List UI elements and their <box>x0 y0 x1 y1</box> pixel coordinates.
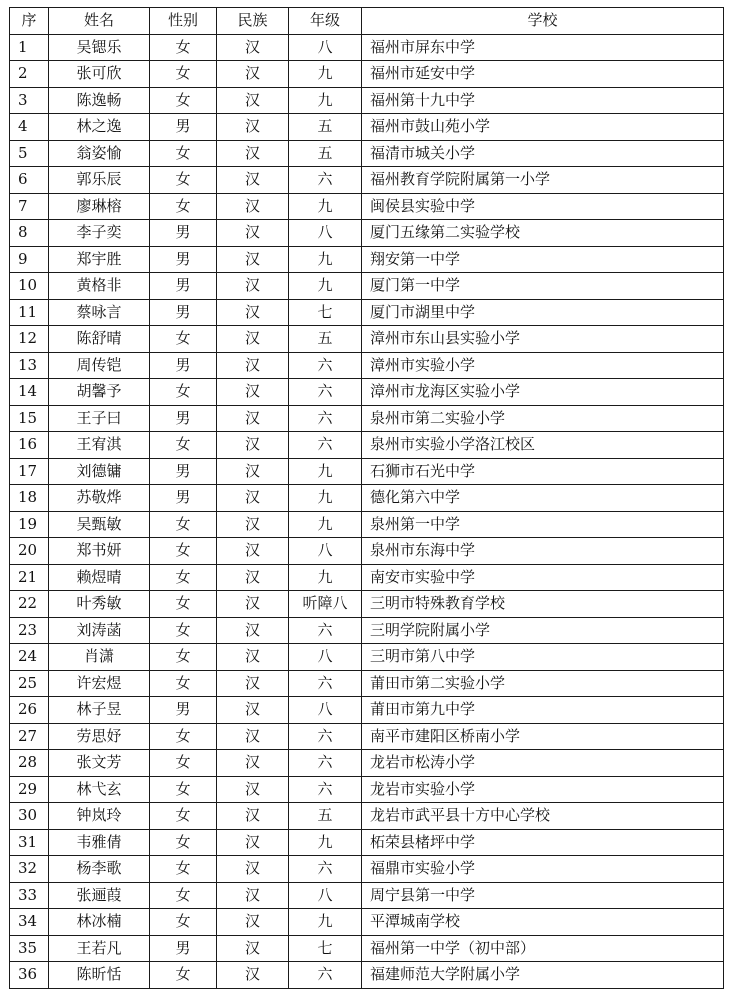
cell-name: 林弋玄 <box>49 776 150 803</box>
cell-gender: 男 <box>150 458 217 485</box>
cell-name: 廖琳榕 <box>49 193 150 220</box>
cell-school: 厦门市湖里中学 <box>362 299 724 326</box>
cell-ethnicity: 汉 <box>217 511 289 538</box>
table-row <box>10 564 724 591</box>
cell-gender: 女 <box>150 803 217 830</box>
table-row <box>10 379 724 406</box>
table-row <box>10 246 724 273</box>
cell-gender: 男 <box>150 697 217 724</box>
cell-ethnicity: 汉 <box>217 882 289 909</box>
cell-school: 莆田市第二实验小学 <box>362 670 724 697</box>
table-row <box>10 776 724 803</box>
cell-name: 王若凡 <box>49 935 150 962</box>
cell-school: 泉州第一中学 <box>362 511 724 538</box>
cell-gender: 女 <box>150 829 217 856</box>
cell-gender: 女 <box>150 61 217 88</box>
cell-seq: 10 <box>10 273 49 300</box>
cell-seq: 26 <box>10 697 49 724</box>
cell-seq: 27 <box>10 723 49 750</box>
cell-ethnicity: 汉 <box>217 485 289 512</box>
cell-grade: 六 <box>289 962 362 989</box>
cell-ethnicity: 汉 <box>217 379 289 406</box>
cell-seq: 33 <box>10 882 49 909</box>
cell-name: 林子昱 <box>49 697 150 724</box>
table-row <box>10 61 724 88</box>
cell-seq: 25 <box>10 670 49 697</box>
cell-grade: 八 <box>289 34 362 61</box>
cell-ethnicity: 汉 <box>217 193 289 220</box>
cell-ethnicity: 汉 <box>217 670 289 697</box>
table-row <box>10 458 724 485</box>
cell-grade: 六 <box>289 379 362 406</box>
cell-grade: 五 <box>289 803 362 830</box>
student-table <box>9 7 724 989</box>
table-row <box>10 856 724 883</box>
cell-name: 郑书妍 <box>49 538 150 565</box>
cell-school: 泉州市第二实验小学 <box>362 405 724 432</box>
table-row <box>10 935 724 962</box>
cell-seq: 22 <box>10 591 49 618</box>
cell-gender: 女 <box>150 511 217 538</box>
cell-name: 陈舒晴 <box>49 326 150 353</box>
cell-grade: 九 <box>289 273 362 300</box>
cell-school: 龙岩市实验小学 <box>362 776 724 803</box>
cell-gender: 女 <box>150 909 217 936</box>
cell-seq: 35 <box>10 935 49 962</box>
cell-name: 韦雅倩 <box>49 829 150 856</box>
header-seq: 序 <box>10 8 49 35</box>
cell-school: 福清市城关小学 <box>362 140 724 167</box>
cell-school: 翔安第一中学 <box>362 246 724 273</box>
cell-gender: 男 <box>150 935 217 962</box>
cell-grade: 六 <box>289 723 362 750</box>
cell-name: 杨李歌 <box>49 856 150 883</box>
cell-ethnicity: 汉 <box>217 962 289 989</box>
student-list-sheet <box>9 7 723 989</box>
cell-name: 刘涛菡 <box>49 617 150 644</box>
cell-gender: 女 <box>150 670 217 697</box>
cell-gender: 女 <box>150 432 217 459</box>
cell-grade: 六 <box>289 352 362 379</box>
table-row <box>10 882 724 909</box>
cell-grade: 九 <box>289 829 362 856</box>
table-row <box>10 167 724 194</box>
cell-gender: 女 <box>150 617 217 644</box>
cell-ethnicity: 汉 <box>217 246 289 273</box>
cell-gender: 女 <box>150 379 217 406</box>
cell-ethnicity: 汉 <box>217 803 289 830</box>
cell-school: 漳州市实验小学 <box>362 352 724 379</box>
table-row <box>10 273 724 300</box>
cell-seq: 20 <box>10 538 49 565</box>
cell-gender: 男 <box>150 220 217 247</box>
cell-school: 柘荣县楮坪中学 <box>362 829 724 856</box>
cell-name: 林冰楠 <box>49 909 150 936</box>
cell-seq: 8 <box>10 220 49 247</box>
cell-ethnicity: 汉 <box>217 299 289 326</box>
cell-grade: 九 <box>289 61 362 88</box>
cell-ethnicity: 汉 <box>217 352 289 379</box>
cell-grade: 九 <box>289 458 362 485</box>
cell-seq: 2 <box>10 61 49 88</box>
table-row <box>10 617 724 644</box>
cell-name: 黄格非 <box>49 273 150 300</box>
cell-gender: 男 <box>150 114 217 141</box>
cell-ethnicity: 汉 <box>217 114 289 141</box>
cell-gender: 女 <box>150 564 217 591</box>
cell-seq: 13 <box>10 352 49 379</box>
cell-name: 叶秀敏 <box>49 591 150 618</box>
cell-gender: 女 <box>150 167 217 194</box>
cell-grade: 九 <box>289 485 362 512</box>
cell-seq: 24 <box>10 644 49 671</box>
header-row <box>10 8 724 35</box>
cell-ethnicity: 汉 <box>217 167 289 194</box>
cell-school: 龙岩市松涛小学 <box>362 750 724 777</box>
cell-grade: 七 <box>289 935 362 962</box>
cell-gender: 男 <box>150 299 217 326</box>
cell-ethnicity: 汉 <box>217 140 289 167</box>
cell-grade: 五 <box>289 114 362 141</box>
cell-seq: 30 <box>10 803 49 830</box>
cell-grade: 五 <box>289 326 362 353</box>
cell-grade: 九 <box>289 193 362 220</box>
table-row <box>10 538 724 565</box>
cell-name: 翁姿愉 <box>49 140 150 167</box>
cell-school: 南安市实验中学 <box>362 564 724 591</box>
cell-name: 蔡咏言 <box>49 299 150 326</box>
cell-ethnicity: 汉 <box>217 87 289 114</box>
cell-gender: 女 <box>150 723 217 750</box>
cell-ethnicity: 汉 <box>217 458 289 485</box>
table-row <box>10 114 724 141</box>
cell-seq: 16 <box>10 432 49 459</box>
cell-gender: 男 <box>150 246 217 273</box>
cell-ethnicity: 汉 <box>217 326 289 353</box>
header-gender: 性别 <box>150 8 217 35</box>
cell-gender: 女 <box>150 140 217 167</box>
cell-ethnicity: 汉 <box>217 538 289 565</box>
cell-school: 福州教育学院附属第一小学 <box>362 167 724 194</box>
cell-ethnicity: 汉 <box>217 723 289 750</box>
cell-name: 张逦葭 <box>49 882 150 909</box>
cell-grade: 五 <box>289 140 362 167</box>
cell-gender: 男 <box>150 352 217 379</box>
cell-grade: 九 <box>289 246 362 273</box>
table-row <box>10 670 724 697</box>
cell-name: 吴甄敏 <box>49 511 150 538</box>
cell-seq: 21 <box>10 564 49 591</box>
table-row <box>10 405 724 432</box>
cell-gender: 女 <box>150 776 217 803</box>
cell-gender: 女 <box>150 856 217 883</box>
cell-school: 泉州市东海中学 <box>362 538 724 565</box>
cell-name: 林之逸 <box>49 114 150 141</box>
cell-gender: 男 <box>150 405 217 432</box>
table-row <box>10 803 724 830</box>
cell-gender: 女 <box>150 34 217 61</box>
cell-name: 钟岚玲 <box>49 803 150 830</box>
header-grade: 年级 <box>289 8 362 35</box>
cell-ethnicity: 汉 <box>217 829 289 856</box>
table-row <box>10 909 724 936</box>
cell-grade: 九 <box>289 87 362 114</box>
table-row <box>10 34 724 61</box>
table-row <box>10 829 724 856</box>
cell-school: 福建师范大学附属小学 <box>362 962 724 989</box>
cell-ethnicity: 汉 <box>217 61 289 88</box>
cell-grade: 八 <box>289 697 362 724</box>
cell-gender: 男 <box>150 485 217 512</box>
table-header <box>10 8 724 35</box>
table-row <box>10 326 724 353</box>
cell-seq: 32 <box>10 856 49 883</box>
cell-school: 福州第十九中学 <box>362 87 724 114</box>
cell-seq: 5 <box>10 140 49 167</box>
cell-name: 张文芳 <box>49 750 150 777</box>
cell-grade: 九 <box>289 564 362 591</box>
cell-school: 莆田市第九中学 <box>362 697 724 724</box>
cell-grade: 六 <box>289 405 362 432</box>
cell-grade: 六 <box>289 167 362 194</box>
cell-ethnicity: 汉 <box>217 856 289 883</box>
cell-grade: 六 <box>289 776 362 803</box>
cell-school: 福州市延安中学 <box>362 61 724 88</box>
cell-gender: 女 <box>150 962 217 989</box>
cell-school: 漳州市东山县实验小学 <box>362 326 724 353</box>
cell-name: 吴锶乐 <box>49 34 150 61</box>
cell-gender: 男 <box>150 273 217 300</box>
cell-ethnicity: 汉 <box>217 564 289 591</box>
table-row <box>10 299 724 326</box>
cell-seq: 9 <box>10 246 49 273</box>
table-row <box>10 193 724 220</box>
table-row <box>10 352 724 379</box>
cell-name: 赖煜晴 <box>49 564 150 591</box>
header-name: 姓名 <box>49 8 150 35</box>
cell-seq: 31 <box>10 829 49 856</box>
cell-grade: 六 <box>289 750 362 777</box>
cell-grade: 八 <box>289 538 362 565</box>
table-row <box>10 962 724 989</box>
cell-name: 肖潇 <box>49 644 150 671</box>
cell-name: 郑宇胜 <box>49 246 150 273</box>
cell-name: 王子曰 <box>49 405 150 432</box>
cell-seq: 4 <box>10 114 49 141</box>
cell-seq: 14 <box>10 379 49 406</box>
cell-name: 张可欣 <box>49 61 150 88</box>
cell-seq: 1 <box>10 34 49 61</box>
cell-seq: 15 <box>10 405 49 432</box>
table-row <box>10 697 724 724</box>
cell-school: 德化第六中学 <box>362 485 724 512</box>
cell-school: 三明市特殊教育学校 <box>362 591 724 618</box>
cell-grade: 八 <box>289 220 362 247</box>
cell-name: 陈昕恬 <box>49 962 150 989</box>
cell-ethnicity: 汉 <box>217 935 289 962</box>
header-ethnicity: 民族 <box>217 8 289 35</box>
table-row <box>10 723 724 750</box>
cell-grade: 九 <box>289 511 362 538</box>
cell-seq: 7 <box>10 193 49 220</box>
cell-school: 福州市鼓山苑小学 <box>362 114 724 141</box>
cell-gender: 女 <box>150 87 217 114</box>
cell-gender: 女 <box>150 750 217 777</box>
cell-gender: 女 <box>150 591 217 618</box>
cell-seq: 28 <box>10 750 49 777</box>
cell-school: 厦门第一中学 <box>362 273 724 300</box>
cell-ethnicity: 汉 <box>217 405 289 432</box>
cell-school: 周宁县第一中学 <box>362 882 724 909</box>
table-row <box>10 511 724 538</box>
cell-name: 郭乐辰 <box>49 167 150 194</box>
cell-seq: 6 <box>10 167 49 194</box>
cell-school: 三明市第八中学 <box>362 644 724 671</box>
cell-grade: 六 <box>289 856 362 883</box>
table-row <box>10 750 724 777</box>
table-row <box>10 485 724 512</box>
cell-gender: 女 <box>150 538 217 565</box>
cell-ethnicity: 汉 <box>217 432 289 459</box>
cell-seq: 34 <box>10 909 49 936</box>
cell-gender: 女 <box>150 326 217 353</box>
cell-school: 闽侯县实验中学 <box>362 193 724 220</box>
cell-grade: 九 <box>289 909 362 936</box>
cell-name: 王宥淇 <box>49 432 150 459</box>
cell-name: 李子奕 <box>49 220 150 247</box>
cell-ethnicity: 汉 <box>217 34 289 61</box>
cell-ethnicity: 汉 <box>217 697 289 724</box>
cell-school: 福州市屏东中学 <box>362 34 724 61</box>
cell-gender: 女 <box>150 193 217 220</box>
cell-ethnicity: 汉 <box>217 220 289 247</box>
cell-gender: 女 <box>150 882 217 909</box>
cell-seq: 29 <box>10 776 49 803</box>
cell-ethnicity: 汉 <box>217 750 289 777</box>
cell-grade: 六 <box>289 432 362 459</box>
cell-grade: 八 <box>289 882 362 909</box>
table-row <box>10 220 724 247</box>
header-school: 学校 <box>362 8 724 35</box>
cell-seq: 17 <box>10 458 49 485</box>
cell-school: 泉州市实验小学洛江校区 <box>362 432 724 459</box>
cell-grade: 六 <box>289 617 362 644</box>
table-row <box>10 591 724 618</box>
cell-school: 南平市建阳区桥南小学 <box>362 723 724 750</box>
cell-seq: 23 <box>10 617 49 644</box>
table-row <box>10 644 724 671</box>
cell-grade: 六 <box>289 670 362 697</box>
cell-name: 周传铠 <box>49 352 150 379</box>
cell-grade: 七 <box>289 299 362 326</box>
cell-seq: 12 <box>10 326 49 353</box>
cell-seq: 19 <box>10 511 49 538</box>
cell-name: 胡馨予 <box>49 379 150 406</box>
cell-school: 三明学院附属小学 <box>362 617 724 644</box>
cell-gender: 女 <box>150 644 217 671</box>
table-body <box>10 34 724 988</box>
cell-school: 龙岩市武平县十方中心学校 <box>362 803 724 830</box>
cell-school: 福州第一中学（初中部） <box>362 935 724 962</box>
table-row <box>10 87 724 114</box>
cell-seq: 3 <box>10 87 49 114</box>
cell-ethnicity: 汉 <box>217 617 289 644</box>
cell-grade: 八 <box>289 644 362 671</box>
cell-name: 陈逸畅 <box>49 87 150 114</box>
cell-ethnicity: 汉 <box>217 591 289 618</box>
cell-school: 厦门五缘第二实验学校 <box>362 220 724 247</box>
cell-seq: 36 <box>10 962 49 989</box>
cell-ethnicity: 汉 <box>217 273 289 300</box>
table-row <box>10 432 724 459</box>
table-row <box>10 140 724 167</box>
cell-ethnicity: 汉 <box>217 909 289 936</box>
cell-grade: 听障八 <box>289 591 362 618</box>
cell-name: 苏敬烨 <box>49 485 150 512</box>
cell-name: 许宏煜 <box>49 670 150 697</box>
cell-name: 劳思妤 <box>49 723 150 750</box>
cell-school: 石狮市石光中学 <box>362 458 724 485</box>
cell-seq: 11 <box>10 299 49 326</box>
cell-name: 刘德镛 <box>49 458 150 485</box>
cell-ethnicity: 汉 <box>217 644 289 671</box>
cell-seq: 18 <box>10 485 49 512</box>
cell-school: 福鼎市实验小学 <box>362 856 724 883</box>
cell-school: 平潭城南学校 <box>362 909 724 936</box>
cell-ethnicity: 汉 <box>217 776 289 803</box>
cell-school: 漳州市龙海区实验小学 <box>362 379 724 406</box>
